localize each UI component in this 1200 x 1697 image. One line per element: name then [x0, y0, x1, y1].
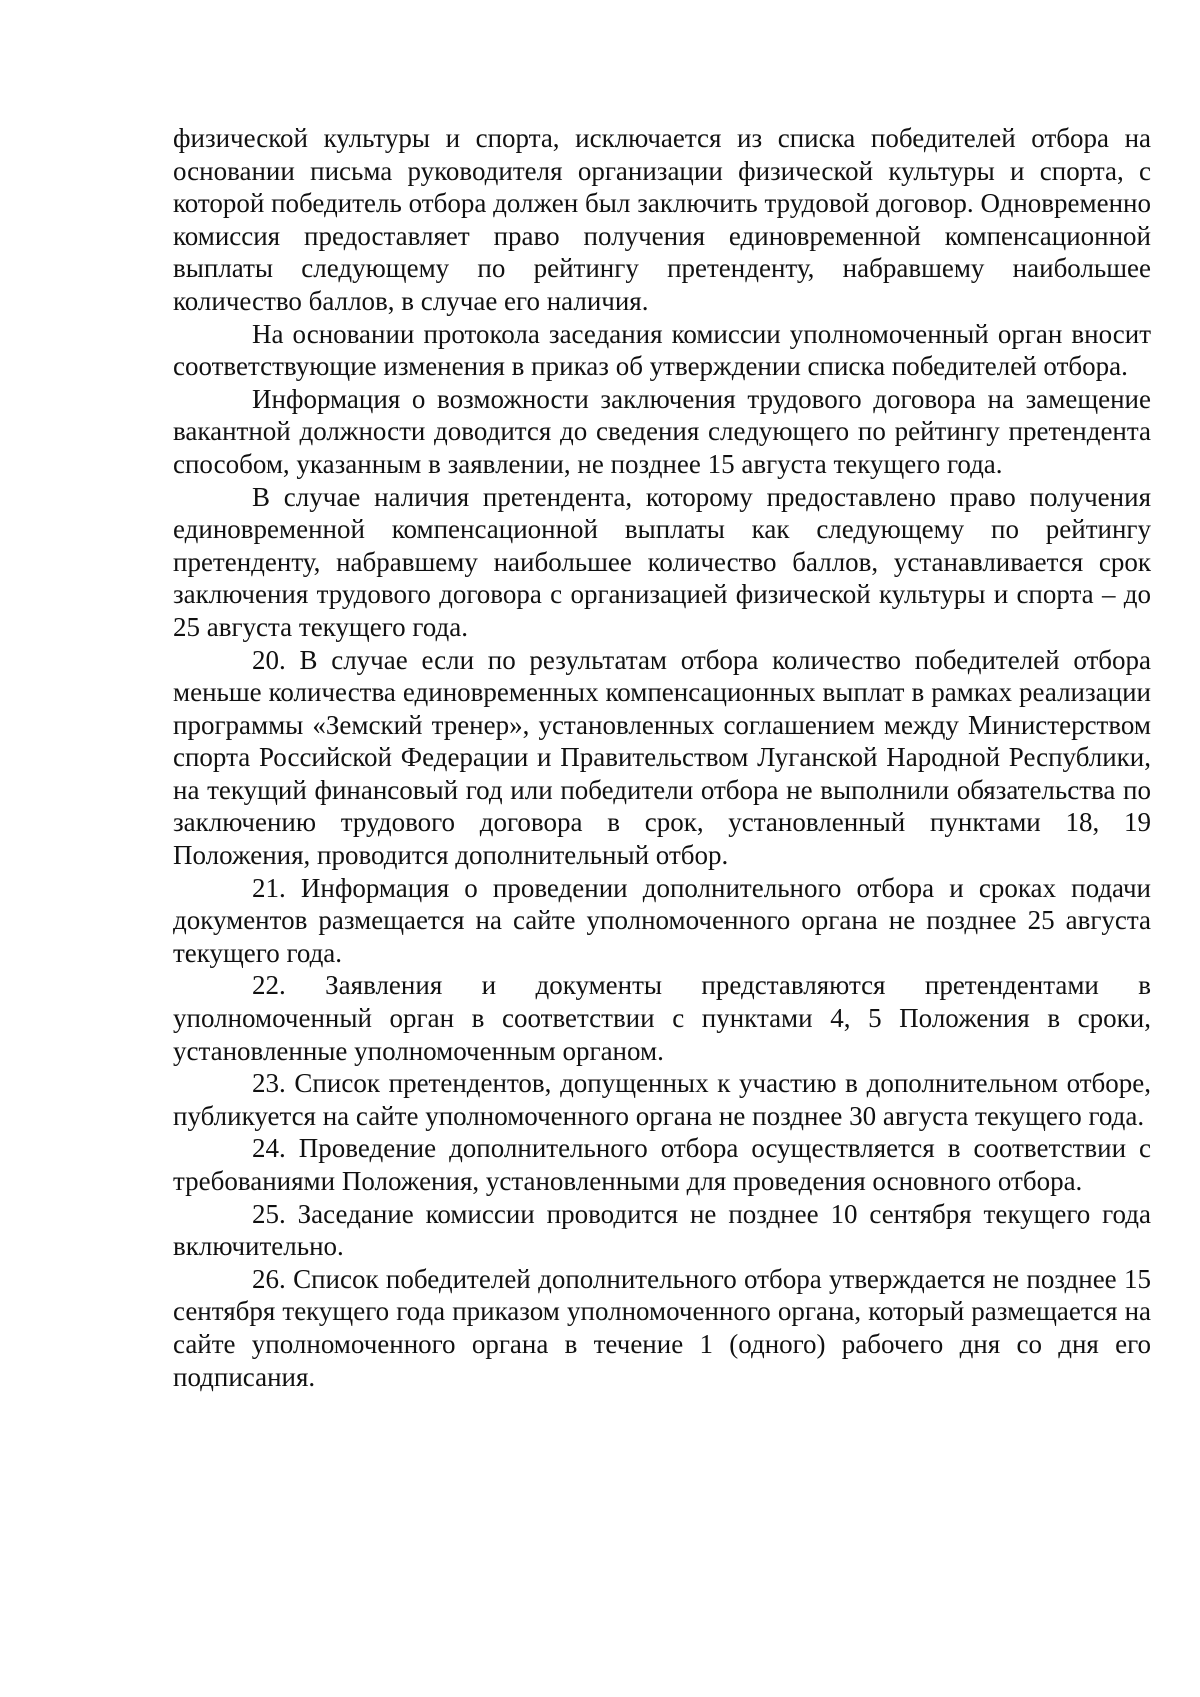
paragraph-item-25: 25. Заседание комиссии проводится не позднее 10 сентября текущего года включительно. [173, 1198, 1151, 1262]
paragraph-information: Информация о возможности заключения трудового договора на замещение вакантной должности доводится до сведения следующего по рейтингу претендента способом, указанным в заявлении, не позднее 15 августа текущего года. [173, 383, 1151, 479]
paragraph-protocol: На основании протокола заседания комиссии уполномоченный орган вносит соответствующие изменения в приказ об утверждении списка победителей отбора. [173, 318, 1151, 382]
paragraph-next-candidate: В случае наличия претендента, которому предоставлено право получения единовременной компенсационной выплаты как следующему по рейтингу претенденту, набравшему наибольшее количество баллов, устанавливается срок заключения трудового договора с организацией физической культуры и спорта – до 25 августа текущего года. [173, 481, 1151, 642]
paragraph-continuation: физической культуры и спорта, исключается из списка победителей отбора на основании письма руководителя организации физической культуры и спорта, с которой победитель отбора должен был заключить трудовой договор. Одновременно комиссия предоставляет право получения единовременной компенсационной выплаты следующему по рейтингу претенденту, набравшему наибольшее количество баллов, в случае его наличия. [173, 123, 1151, 316]
paragraph-item-22: 22. Заявления и документы представляются претендентами в уполномоченный орган в соответствии с пунктами 4, 5 Положения в сроки, установленные уполномоченным органом. [173, 970, 1151, 1066]
paragraph-item-21: 21. Информация о проведении дополнительного отбора и сроках подачи документов размещается на сайте уполномоченного органа не позднее 25 августа текущего года. [173, 872, 1151, 968]
paragraph-item-24: 24. Проведение дополнительного отбора осуществляется в соответствии с требованиями Положения, установленными для проведения основного отбора. [173, 1133, 1151, 1196]
paragraph-item-26: 26. Список победителей дополнительного отбора утверждается не позднее 15 сентября текущего года приказом уполномоченного органа, который размещается на сайте уполномоченного органа в течение 1 (одного) рабочего дня со дня его подписания. [173, 1263, 1151, 1392]
paragraph-item-20: 20. В случае если по результатам отбора количество победителей отбора меньше количества единовременных компенсационных выплат в рамках реализации программы «Земский тренер», установленных соглашением между Министерством спорта Российской Федерации и Правительством Луганской Народной Республики, на текущий финансовый год или победители отбора не выполнили обязательства по заключению трудового договора в срок, установленный пунктами 18, 19 Положения, проводится дополнительный отбор. [173, 644, 1151, 871]
paragraph-item-23: 23. Список претендентов, допущенных к участию в дополнительном отборе, публикуется на сайте уполномоченного органа не позднее 30 августа текущего года. [173, 1068, 1151, 1131]
document-page [173, 122, 1151, 1393]
